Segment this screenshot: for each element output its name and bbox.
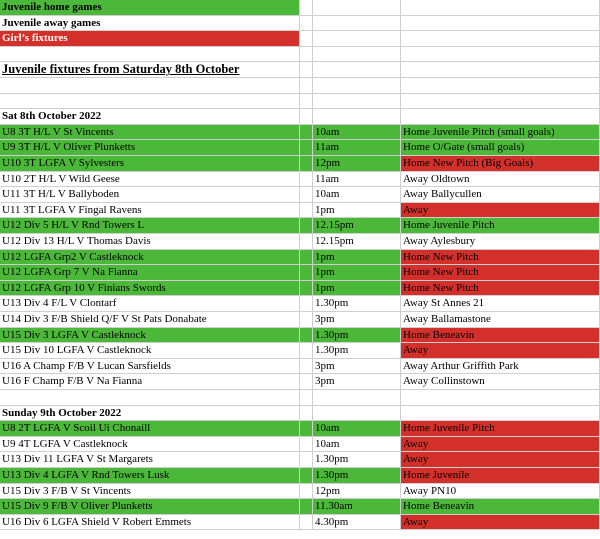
- fixture-row: [0, 343, 600, 359]
- legend-row: [0, 31, 600, 47]
- empty-cell[interactable]: [401, 31, 600, 47]
- fixture-time-cell[interactable]: 3pm: [313, 374, 401, 390]
- fixture-row: [0, 218, 600, 234]
- fixture-venue-cell[interactable]: Home New Pitch: [401, 281, 600, 297]
- fixture-venue-cell[interactable]: Home Juvenile Pitch: [401, 218, 600, 234]
- empty-cell[interactable]: [401, 62, 600, 78]
- fixture-venue-cell[interactable]: Home Juvenile Pitch (small goals): [401, 125, 600, 141]
- fixture-match-cell[interactable]: U15 Div 10 LGFA V Castleknock: [0, 343, 300, 359]
- fixture-row: [0, 484, 600, 500]
- fixture-match-cell[interactable]: U12 LGFA Grp 10 V Finians Swords: [0, 281, 300, 297]
- fixture-venue-cell[interactable]: Away Oldtown: [401, 172, 600, 188]
- empty-cell[interactable]: [401, 78, 600, 94]
- fixture-spacer-cell[interactable]: [300, 468, 313, 484]
- empty-cell[interactable]: [313, 94, 401, 110]
- fixture-spacer-cell[interactable]: [300, 328, 313, 344]
- empty-cell[interactable]: [300, 390, 313, 406]
- fixture-row: [0, 234, 600, 250]
- empty-cell[interactable]: [313, 390, 401, 406]
- fixture-time-cell[interactable]: 12.15pm: [313, 218, 401, 234]
- empty-cell[interactable]: [313, 109, 401, 125]
- fixture-match-cell[interactable]: U9 4T LGFA V Castleknock: [0, 437, 300, 453]
- empty-cell[interactable]: [0, 94, 300, 110]
- fixture-match-cell[interactable]: U12 Div 5 H/L V Rnd Towers L: [0, 218, 300, 234]
- empty-cell[interactable]: [300, 94, 313, 110]
- empty-cell[interactable]: [313, 62, 401, 78]
- fixture-time-cell[interactable]: 1pm: [313, 203, 401, 219]
- fixture-spacer-cell[interactable]: [300, 359, 313, 375]
- blank-row: [0, 390, 600, 406]
- empty-cell[interactable]: [313, 16, 401, 32]
- fixture-spacer-cell[interactable]: [300, 265, 313, 281]
- fixture-time-cell[interactable]: 12pm: [313, 484, 401, 500]
- fixture-match-cell[interactable]: U16 F Champ F/B V Na Fianna: [0, 374, 300, 390]
- page-heading[interactable]: Juvenile fixtures from Saturday 8th October: [0, 62, 300, 78]
- empty-cell[interactable]: [313, 31, 401, 47]
- fixture-venue-cell[interactable]: Home New Pitch: [401, 250, 600, 266]
- fixture-time-cell[interactable]: 1.30pm: [313, 468, 401, 484]
- blank-row: [0, 47, 600, 63]
- fixture-spacer-cell[interactable]: [300, 281, 313, 297]
- fixture-spacer-cell[interactable]: [300, 187, 313, 203]
- fixture-spacer-cell[interactable]: [300, 156, 313, 172]
- fixture-venue-cell[interactable]: Away PN10: [401, 484, 600, 500]
- fixture-time-cell[interactable]: 1.30pm: [313, 343, 401, 359]
- fixture-time-cell[interactable]: 3pm: [313, 312, 401, 328]
- empty-cell[interactable]: [300, 0, 313, 16]
- fixture-match-cell[interactable]: U10 3T LGFA V Sylvesters: [0, 156, 300, 172]
- empty-cell[interactable]: [401, 390, 600, 406]
- empty-cell[interactable]: [300, 406, 313, 422]
- empty-cell[interactable]: [300, 109, 313, 125]
- fixture-match-cell[interactable]: U10 2T H/L V Wild Geese: [0, 172, 300, 188]
- legend-row: [0, 16, 600, 32]
- blank-row: [0, 94, 600, 110]
- fixture-spacer-cell[interactable]: [300, 218, 313, 234]
- legend-row: [0, 0, 600, 16]
- fixture-spacer-cell[interactable]: [300, 484, 313, 500]
- fixture-time-cell[interactable]: 3pm: [313, 359, 401, 375]
- fixture-venue-cell[interactable]: Away Collinstown: [401, 374, 600, 390]
- fixture-spacer-cell[interactable]: [300, 234, 313, 250]
- fixture-match-cell[interactable]: U11 3T LGFA V Fingal Ravens: [0, 203, 300, 219]
- empty-cell[interactable]: [0, 390, 300, 406]
- fixture-time-cell[interactable]: 1pm: [313, 250, 401, 266]
- fixture-match-cell[interactable]: U13 Div 4 F/L V Clontarf: [0, 296, 300, 312]
- fixture-match-cell[interactable]: U15 Div 3 LGFA V Castleknock: [0, 328, 300, 344]
- empty-cell[interactable]: [300, 16, 313, 32]
- fixture-spacer-cell[interactable]: [300, 203, 313, 219]
- fixture-venue-cell[interactable]: Home O/Gate (small goals): [401, 140, 600, 156]
- fixture-match-cell[interactable]: U8 3T H/L V St Vincents: [0, 125, 300, 141]
- fixture-venue-cell[interactable]: Away Aylesbury: [401, 234, 600, 250]
- fixture-match-cell[interactable]: U12 LGFA Grp2 V Castleknock: [0, 250, 300, 266]
- fixture-time-cell[interactable]: 11am: [313, 172, 401, 188]
- fixture-venue-cell[interactable]: Away: [401, 343, 600, 359]
- empty-cell[interactable]: [0, 47, 300, 63]
- heading-row: [0, 62, 600, 78]
- fixture-venue-cell[interactable]: Home Juvenile: [401, 468, 600, 484]
- fixture-match-cell[interactable]: U9 3T H/L V Oliver Plunketts: [0, 140, 300, 156]
- fixture-match-cell[interactable]: U15 Div 3 F/B V St Vincents: [0, 484, 300, 500]
- fixture-spacer-cell[interactable]: [300, 312, 313, 328]
- fixture-venue-cell[interactable]: Away: [401, 203, 600, 219]
- fixture-row: [0, 265, 600, 281]
- fixture-spacer-cell[interactable]: [300, 343, 313, 359]
- fixture-spacer-cell[interactable]: [300, 437, 313, 453]
- fixture-time-cell[interactable]: 11am: [313, 140, 401, 156]
- fixture-match-cell[interactable]: U14 Div 3 F/B Shield Q/F V St Pats Donabate: [0, 312, 300, 328]
- fixture-row: [0, 328, 600, 344]
- day-header-row: [0, 109, 600, 125]
- fixture-time-cell[interactable]: 1.30pm: [313, 296, 401, 312]
- empty-cell[interactable]: [401, 94, 600, 110]
- fixture-time-cell[interactable]: 10am: [313, 125, 401, 141]
- fixture-row: [0, 499, 600, 515]
- fixture-spacer-cell[interactable]: [300, 125, 313, 141]
- empty-cell[interactable]: [300, 47, 313, 63]
- fixture-time-cell[interactable]: 1pm: [313, 281, 401, 297]
- fixture-spacer-cell[interactable]: [300, 374, 313, 390]
- fixture-time-cell[interactable]: 12pm: [313, 156, 401, 172]
- fixture-spacer-cell[interactable]: [300, 296, 313, 312]
- fixture-row: [0, 515, 600, 531]
- fixture-time-cell[interactable]: 10am: [313, 187, 401, 203]
- legend-label[interactable]: Juvenile home games: [0, 0, 300, 16]
- fixture-match-cell[interactable]: U8 2T LGFA V Scoil Ui Chonaill: [0, 421, 300, 437]
- fixture-time-cell[interactable]: 11.30am: [313, 499, 401, 515]
- fixture-venue-cell[interactable]: Away: [401, 515, 600, 531]
- fixture-row: [0, 296, 600, 312]
- fixture-row: [0, 125, 600, 141]
- fixture-match-cell[interactable]: U16 Div 6 LGFA Shield V Robert Emmets: [0, 515, 300, 531]
- fixture-row: [0, 156, 600, 172]
- blank-row: [0, 78, 600, 94]
- empty-cell[interactable]: [0, 78, 300, 94]
- fixture-match-cell[interactable]: U16 A Champ F/B V Lucan Sarsfields: [0, 359, 300, 375]
- fixture-time-cell[interactable]: 4.30pm: [313, 515, 401, 531]
- fixture-row: [0, 374, 600, 390]
- fixture-spacer-cell[interactable]: [300, 140, 313, 156]
- empty-cell[interactable]: [300, 62, 313, 78]
- fixture-match-cell[interactable]: U13 Div 11 LGFA V St Margarets: [0, 452, 300, 468]
- fixture-row: [0, 437, 600, 453]
- fixture-time-cell[interactable]: 10am: [313, 421, 401, 437]
- fixture-venue-cell[interactable]: Home New Pitch (Big Goals): [401, 156, 600, 172]
- empty-cell[interactable]: [300, 78, 313, 94]
- fixture-venue-cell[interactable]: Away St Annes 21: [401, 296, 600, 312]
- fixture-match-cell[interactable]: U12 Div 13 H/L V Thomas Davis: [0, 234, 300, 250]
- legend-label[interactable]: Juvenile away games: [0, 16, 300, 32]
- fixture-row: [0, 172, 600, 188]
- fixture-venue-cell[interactable]: Home New Pitch: [401, 265, 600, 281]
- fixture-spacer-cell[interactable]: [300, 172, 313, 188]
- empty-cell[interactable]: [313, 47, 401, 63]
- fixture-row: [0, 250, 600, 266]
- day-title[interactable]: Sunday 9th October 2022: [0, 406, 300, 422]
- fixture-match-cell[interactable]: U15 Div 9 F/B V Oliver Plunketts: [0, 499, 300, 515]
- empty-cell[interactable]: [313, 78, 401, 94]
- empty-cell[interactable]: [313, 0, 401, 16]
- fixture-time-cell[interactable]: 12.15pm: [313, 234, 401, 250]
- fixture-venue-cell[interactable]: Away: [401, 437, 600, 453]
- fixture-row: [0, 203, 600, 219]
- empty-cell[interactable]: [300, 31, 313, 47]
- fixture-spacer-cell[interactable]: [300, 250, 313, 266]
- fixture-spacer-cell[interactable]: [300, 499, 313, 515]
- empty-cell[interactable]: [401, 109, 600, 125]
- fixture-spacer-cell[interactable]: [300, 515, 313, 531]
- legend-label[interactable]: Girl’s fixtures: [0, 31, 300, 47]
- day-header-row: [0, 406, 600, 422]
- fixture-time-cell[interactable]: 1.30pm: [313, 328, 401, 344]
- fixture-venue-cell[interactable]: Away: [401, 452, 600, 468]
- empty-cell[interactable]: [401, 16, 600, 32]
- fixture-venue-cell[interactable]: Home Juvenile Pitch: [401, 421, 600, 437]
- fixture-row: [0, 452, 600, 468]
- empty-cell[interactable]: [401, 47, 600, 63]
- fixture-venue-cell[interactable]: Away Ballycullen: [401, 187, 600, 203]
- empty-cell[interactable]: [313, 406, 401, 422]
- fixture-row: [0, 312, 600, 328]
- fixture-row: [0, 187, 600, 203]
- fixture-venue-cell[interactable]: Away Ballamastone: [401, 312, 600, 328]
- fixture-row: [0, 281, 600, 297]
- fixture-venue-cell[interactable]: Away Arthur Griffith Park: [401, 359, 600, 375]
- fixture-row: [0, 140, 600, 156]
- fixture-match-cell[interactable]: U11 3T H/L V Ballyboden: [0, 187, 300, 203]
- fixture-row: [0, 421, 600, 437]
- fixture-spacer-cell[interactable]: [300, 452, 313, 468]
- fixture-row: [0, 359, 600, 375]
- fixture-match-cell[interactable]: U12 LGFA Grp 7 V Na Fianna: [0, 265, 300, 281]
- empty-cell[interactable]: [401, 0, 600, 16]
- fixture-time-cell[interactable]: 10am: [313, 437, 401, 453]
- fixture-venue-cell[interactable]: Home Beneavin: [401, 328, 600, 344]
- fixture-venue-cell[interactable]: Home Beneavin: [401, 499, 600, 515]
- fixture-spacer-cell[interactable]: [300, 421, 313, 437]
- day-title[interactable]: Sat 8th October 2022: [0, 109, 300, 125]
- empty-cell[interactable]: [401, 406, 600, 422]
- fixture-row: [0, 468, 600, 484]
- fixture-time-cell[interactable]: 1.30pm: [313, 452, 401, 468]
- fixture-time-cell[interactable]: 1pm: [313, 265, 401, 281]
- fixture-match-cell[interactable]: U13 Div 4 LGFA V Rnd Towers Lusk: [0, 468, 300, 484]
